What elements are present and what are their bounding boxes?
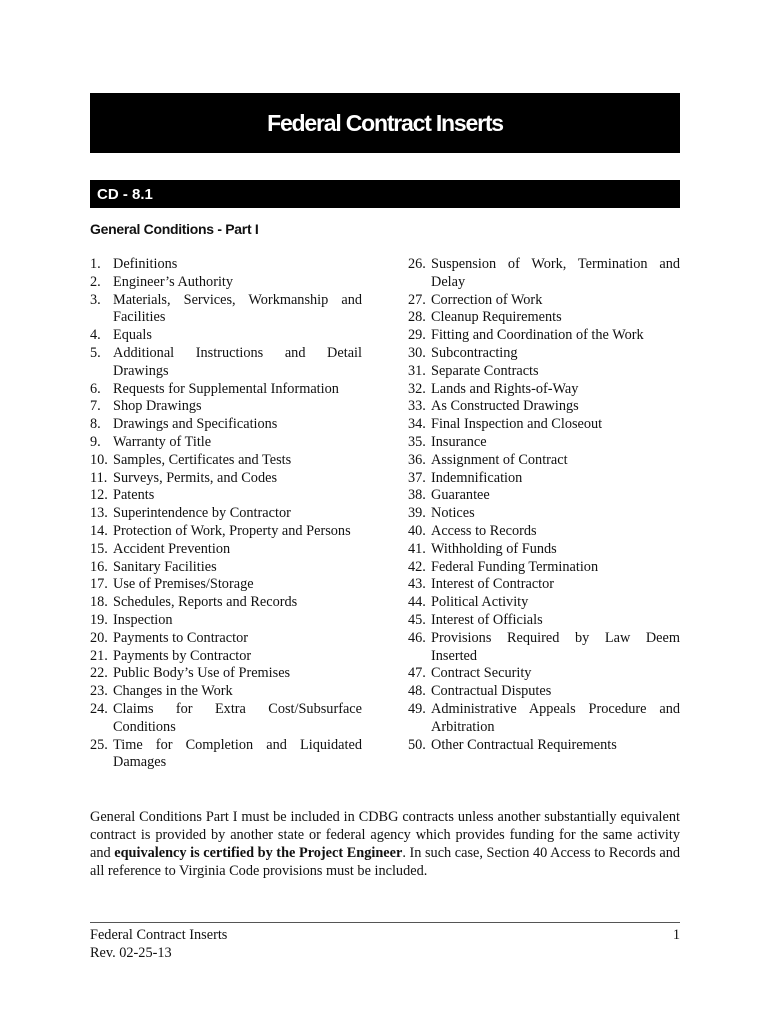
list-item bbox=[408, 470, 680, 488]
list-item-number: 31. bbox=[408, 362, 426, 379]
list-item-text: Requests for Supplemental Information bbox=[113, 380, 339, 397]
list-item-text: Interest of Officials bbox=[431, 611, 543, 628]
list-item-text: Engineer’s Authority bbox=[113, 273, 234, 290]
list-item-text: Equals bbox=[113, 327, 152, 344]
list-item-text: Withholding of Funds bbox=[431, 540, 557, 557]
list-item-text: Provisions Required by Law Deem Inserted bbox=[431, 629, 680, 664]
list-item bbox=[90, 576, 362, 594]
list-item-text: Insurance bbox=[431, 433, 487, 450]
list-item-number: 43. bbox=[408, 576, 426, 593]
list-item-number: 45. bbox=[408, 611, 426, 628]
page-number: 1 bbox=[672, 927, 680, 943]
list-item-number: 3. bbox=[90, 291, 101, 308]
list-item-text: Final Inspection and Closeout bbox=[431, 416, 603, 433]
list-item bbox=[90, 274, 362, 292]
list-item-text: Lands and Rights-of-Way bbox=[431, 380, 579, 397]
list-item bbox=[90, 434, 362, 452]
list-item-number: 10. bbox=[90, 451, 108, 468]
list-item-text: Claims for Extra Cost/Subsurface Conditions bbox=[113, 700, 362, 735]
list-item-text: Subcontracting bbox=[431, 344, 518, 361]
section-code: CD - 8.1 bbox=[97, 185, 153, 203]
list-item-number: 46. bbox=[408, 629, 426, 646]
list-item bbox=[408, 416, 680, 434]
list-item bbox=[90, 292, 362, 328]
list-item-number: 28. bbox=[408, 309, 426, 326]
list-item-text: Access to Records bbox=[431, 522, 537, 539]
list-item-number: 22. bbox=[90, 665, 108, 682]
list-item bbox=[90, 487, 362, 505]
list-item-number: 29. bbox=[408, 327, 426, 344]
conditions-list-right bbox=[408, 256, 680, 754]
list-item bbox=[408, 345, 680, 363]
list-item-number: 48. bbox=[408, 683, 426, 700]
list-item bbox=[408, 576, 680, 594]
list-item-text: Contract Security bbox=[431, 665, 532, 682]
section-heading: General Conditions - Part I bbox=[90, 221, 259, 237]
paragraph-emphasis: equivalency is certified by the Project Engineer bbox=[114, 845, 403, 861]
list-item bbox=[408, 701, 680, 737]
list-item-number: 37. bbox=[408, 469, 426, 486]
list-item bbox=[408, 737, 680, 755]
list-item-text: Payments to Contractor bbox=[113, 629, 249, 646]
list-item-text: Notices bbox=[431, 505, 475, 522]
list-item bbox=[90, 398, 362, 416]
list-item-text: Inspection bbox=[113, 611, 173, 628]
list-item-number: 5. bbox=[90, 344, 101, 361]
list-item-text: Administrative Appeals Procedure and Arbitration bbox=[431, 700, 680, 735]
list-item-text: Patents bbox=[113, 487, 155, 504]
list-item bbox=[408, 309, 680, 327]
list-item bbox=[90, 683, 362, 701]
list-item-number: 25. bbox=[90, 736, 108, 753]
list-item-number: 42. bbox=[408, 558, 426, 575]
list-item-number: 24. bbox=[90, 700, 108, 717]
list-item-text: Separate Contracts bbox=[431, 362, 539, 379]
list-item-number: 11. bbox=[90, 469, 108, 486]
list-item-number: 21. bbox=[90, 647, 108, 664]
list-item-number: 12. bbox=[90, 487, 108, 504]
list-item bbox=[408, 256, 680, 292]
list-item-text: Guarantee bbox=[431, 487, 490, 504]
list-item bbox=[408, 541, 680, 559]
list-item-number: 36. bbox=[408, 451, 426, 468]
list-item-text: Suspension of Work, Termination and Delay bbox=[431, 256, 680, 290]
list-item bbox=[408, 683, 680, 701]
list-item-number: 38. bbox=[408, 487, 426, 504]
title-banner bbox=[90, 93, 680, 153]
list-item bbox=[408, 327, 680, 345]
list-item-number: 41. bbox=[408, 540, 426, 557]
list-item-number: 18. bbox=[90, 594, 108, 611]
list-item-number: 16. bbox=[90, 558, 108, 575]
list-item bbox=[408, 559, 680, 577]
list-item-number: 47. bbox=[408, 665, 426, 682]
list-item bbox=[90, 416, 362, 434]
list-item bbox=[408, 487, 680, 505]
list-item-text: Contractual Disputes bbox=[431, 683, 552, 700]
list-item bbox=[90, 541, 362, 559]
list-item-number: 1. bbox=[90, 256, 101, 272]
list-item-number: 15. bbox=[90, 540, 108, 557]
list-item-text: Schedules, Reports and Records bbox=[113, 594, 298, 611]
list-item bbox=[408, 612, 680, 630]
conditions-list-left bbox=[90, 256, 362, 772]
list-item bbox=[90, 327, 362, 345]
list-item-text: Federal Funding Termination bbox=[431, 558, 599, 575]
list-item-text: Surveys, Permits, and Codes bbox=[113, 469, 278, 486]
list-item-number: 4. bbox=[90, 327, 101, 344]
list-item-text: Changes in the Work bbox=[113, 683, 233, 700]
list-item-text: Additional Instructions and Detail Drawings bbox=[113, 344, 362, 379]
list-item-text: Superintendence by Contractor bbox=[113, 505, 291, 522]
list-item bbox=[90, 470, 362, 488]
list-item-text: Definitions bbox=[113, 256, 178, 272]
list-item bbox=[408, 505, 680, 523]
list-item-text: Cleanup Requirements bbox=[431, 309, 562, 326]
paragraph-text-2: . In such case, Section 40 Access to Records and all reference to Virginia Code provisions must be included. bbox=[90, 845, 680, 879]
list-item bbox=[90, 648, 362, 666]
list-item bbox=[408, 523, 680, 541]
list-item-number: 14. bbox=[90, 522, 108, 539]
list-item bbox=[90, 737, 362, 773]
list-item-number: 9. bbox=[90, 433, 101, 450]
list-item bbox=[408, 381, 680, 399]
list-item bbox=[90, 701, 362, 737]
list-item bbox=[90, 256, 362, 274]
list-item-number: 30. bbox=[408, 344, 426, 361]
list-item-number: 26. bbox=[408, 256, 426, 272]
list-item bbox=[408, 398, 680, 416]
list-item-number: 32. bbox=[408, 380, 426, 397]
list-item-text: Drawings and Specifications bbox=[113, 416, 278, 433]
list-item bbox=[90, 665, 362, 683]
list-item-number: 33. bbox=[408, 398, 426, 415]
list-item-text: Samples, Certificates and Tests bbox=[113, 451, 292, 468]
list-item-number: 2. bbox=[90, 273, 101, 290]
list-item-text: Other Contractual Requirements bbox=[431, 736, 617, 753]
footer-divider bbox=[90, 922, 680, 923]
list-item-number: 8. bbox=[90, 416, 101, 433]
list-item-text: Political Activity bbox=[431, 594, 529, 611]
list-item-text: Indemnification bbox=[431, 469, 523, 486]
list-item bbox=[90, 452, 362, 470]
list-item-number: 49. bbox=[408, 700, 426, 717]
list-item-text: As Constructed Drawings bbox=[431, 398, 579, 415]
list-item-text: Public Body’s Use of Premises bbox=[113, 665, 291, 682]
list-item-text: Fitting and Coordination of the Work bbox=[431, 327, 644, 344]
list-item-text: Interest of Contractor bbox=[431, 576, 555, 593]
list-item bbox=[90, 612, 362, 630]
list-item bbox=[90, 559, 362, 577]
list-item bbox=[408, 665, 680, 683]
list-item-text: Time for Completion and Liquidated Damages bbox=[113, 736, 362, 771]
list-item-number: 20. bbox=[90, 629, 108, 646]
footer-title: Federal Contract Inserts bbox=[90, 927, 228, 943]
list-item-text: Protection of Work, Property and Persons bbox=[113, 522, 351, 539]
document-title: Federal Contract Inserts bbox=[267, 109, 503, 136]
list-item-text: Sanitary Facilities bbox=[113, 558, 217, 575]
list-item bbox=[90, 523, 362, 541]
footer-revision: Rev. 02-25-13 bbox=[90, 945, 172, 961]
list-item-number: 13. bbox=[90, 505, 108, 522]
list-item-number: 35. bbox=[408, 433, 426, 450]
list-item bbox=[90, 630, 362, 648]
footer-info bbox=[90, 926, 227, 962]
list-item-number: 50. bbox=[408, 736, 426, 753]
list-item-text: Warranty of Title bbox=[113, 433, 212, 450]
list-item-text: Use of Premises/Storage bbox=[113, 576, 254, 593]
list-item bbox=[408, 363, 680, 381]
list-item-text: Correction of Work bbox=[431, 291, 543, 308]
list-item bbox=[408, 630, 680, 666]
list-item-number: 6. bbox=[90, 380, 101, 397]
list-item bbox=[90, 594, 362, 612]
list-item-number: 23. bbox=[90, 683, 108, 700]
list-item bbox=[408, 594, 680, 612]
list-item-number: 27. bbox=[408, 291, 426, 308]
list-item-text: Accident Prevention bbox=[113, 540, 231, 557]
list-item-number: 19. bbox=[90, 611, 108, 628]
list-item-number: 7. bbox=[90, 398, 101, 415]
list-item-number: 17. bbox=[90, 576, 108, 593]
paragraph-text-1: General Conditions Part I must be included in CDBG contracts unless another substantially equivalent contract is provided by another state or federal agency which provides funding for the same activity and bbox=[90, 809, 680, 861]
list-item-text: Assignment of Contract bbox=[431, 451, 568, 468]
list-item-text: Payments by Contractor bbox=[113, 647, 252, 664]
list-item-text: Materials, Services, Workmanship and Facilities bbox=[113, 291, 362, 326]
list-item-number: 39. bbox=[408, 505, 426, 522]
section-code-banner bbox=[90, 180, 680, 208]
list-item-number: 40. bbox=[408, 522, 426, 539]
list-item-number: 44. bbox=[408, 594, 426, 611]
list-item-number: 34. bbox=[408, 416, 426, 433]
list-item bbox=[90, 505, 362, 523]
list-item bbox=[408, 452, 680, 470]
list-item bbox=[90, 381, 362, 399]
list-item bbox=[408, 292, 680, 310]
list-item bbox=[90, 345, 362, 381]
instructions-paragraph bbox=[90, 808, 680, 880]
list-item-text: Shop Drawings bbox=[113, 398, 202, 415]
list-item bbox=[408, 434, 680, 452]
